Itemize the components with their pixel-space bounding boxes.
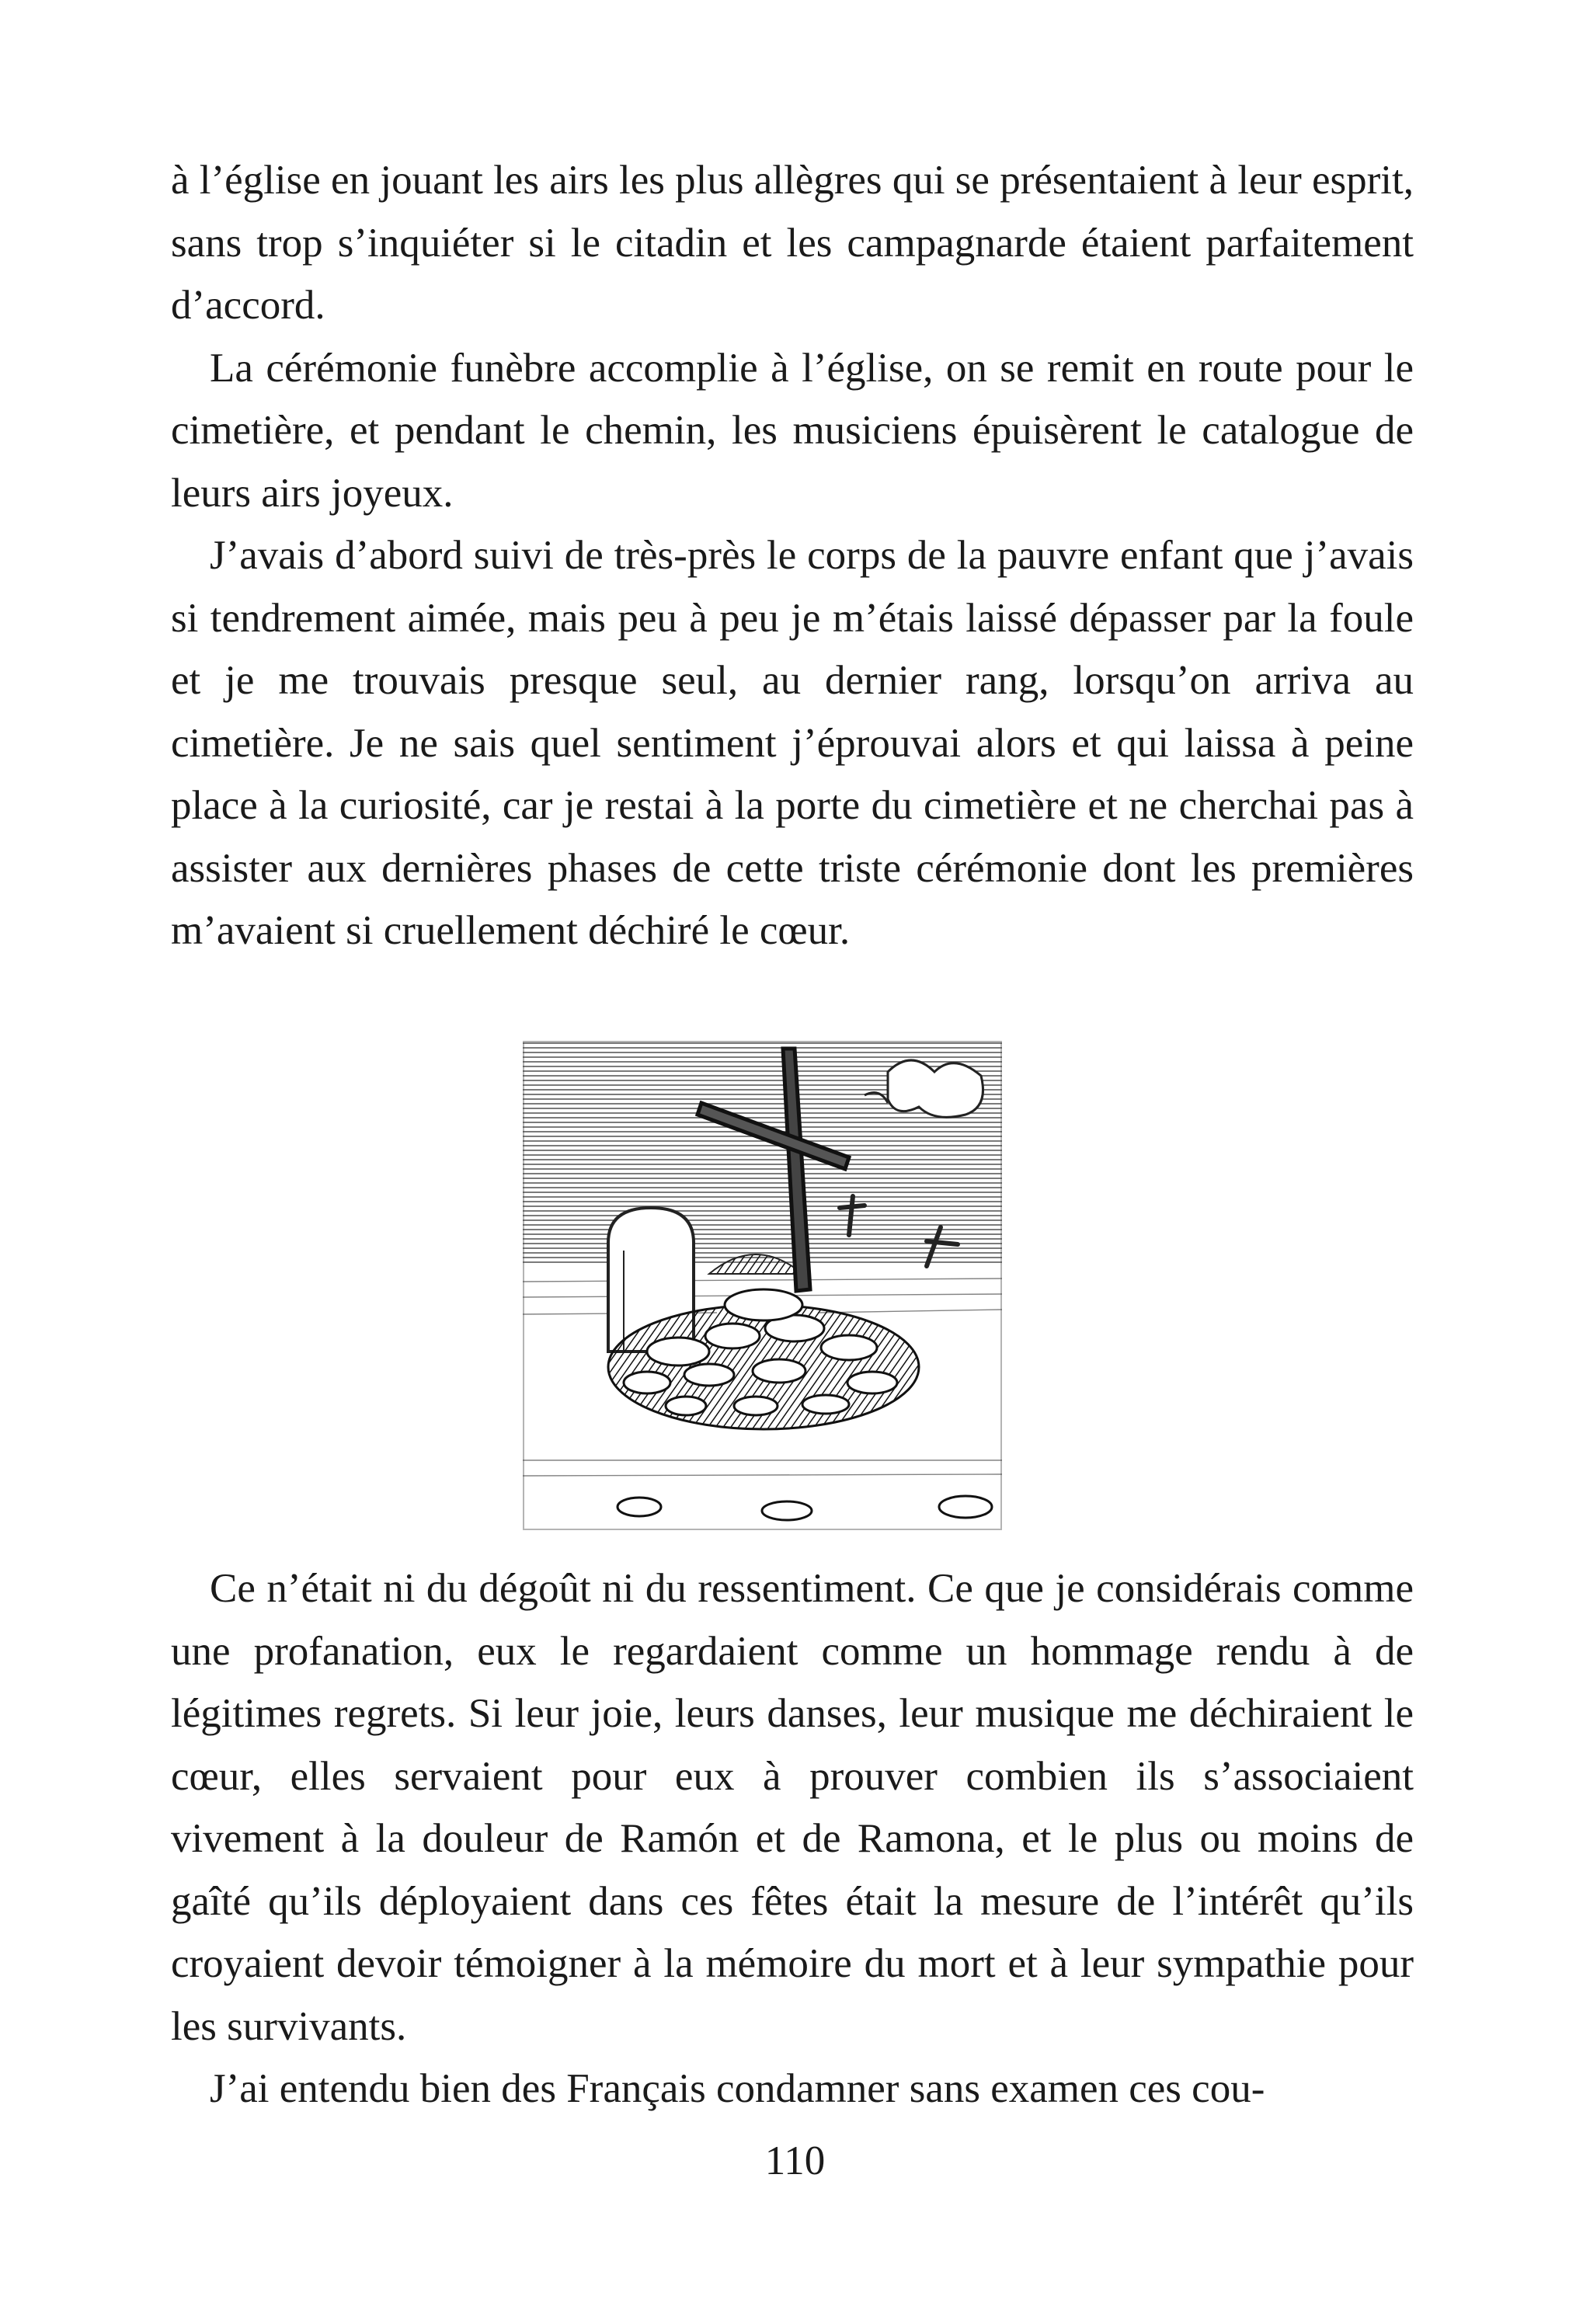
foreground-stones — [618, 1496, 992, 1520]
paragraph: J’ai entendu bien des Français condamner sans examen ces cou- — [210, 2066, 1265, 2111]
text-block-bottom — [171, 1557, 1414, 2120]
page-number: 110 — [764, 2138, 826, 2183]
text-block-top — [171, 149, 1414, 962]
paragraph: à l’église en jouant les airs les plus allègres qui se présentaient à leur esprit, sans trop s’inquiéter si le citadin et les campagnarde étaient parfaitement d’accord. — [171, 158, 1414, 328]
paragraph: J’avais d’abord suivi de très-près le corps de la pauvre enfant que j’avais si tendrement aimée, mais peu à peu je m’étais laissé dépasser par la foule et je me trouvais presque seul, au dernier rang, lorsqu’on arriva au cimetière. Je ne sais quel sentiment j’éprouvai alors et qui laissa à peine place à la curiosité, car je restai à la porte du cimetière et ne cherchai pas à assister aux dernières phases de cette triste cérémonie dont les premières m’avaient si cruellement déchiré le cœur. — [171, 533, 1414, 953]
paragraph: La cérémonie funèbre accomplie à l’église, on se remit en route pour le cimetière, et pendant le chemin, les musiciens épuisèrent le catalogue de leurs airs joyeux. — [171, 345, 1414, 516]
cemetery-grave-illustration — [523, 1041, 1002, 1530]
paragraph: Ce n’était ni du dégoût ni du ressentiment. Ce que je considérais comme une profanation, eux le regardaient comme un hommage rendu à de légitimes regrets. Si leur joie, leurs danses, leur musique me déchiraient le cœur, elles servaient pour eux à prouver combien ils s’associaient vivement à la douleur de Ramón et de Ramona, et le plus ou moins de gaîté qu’ils déployaient dans ces fêtes était la mesure de l’intérêt qu’ils croyaient devoir témoigner à la mémoire du mort et à leur sympathie pour les survivants. — [171, 1566, 1414, 2049]
